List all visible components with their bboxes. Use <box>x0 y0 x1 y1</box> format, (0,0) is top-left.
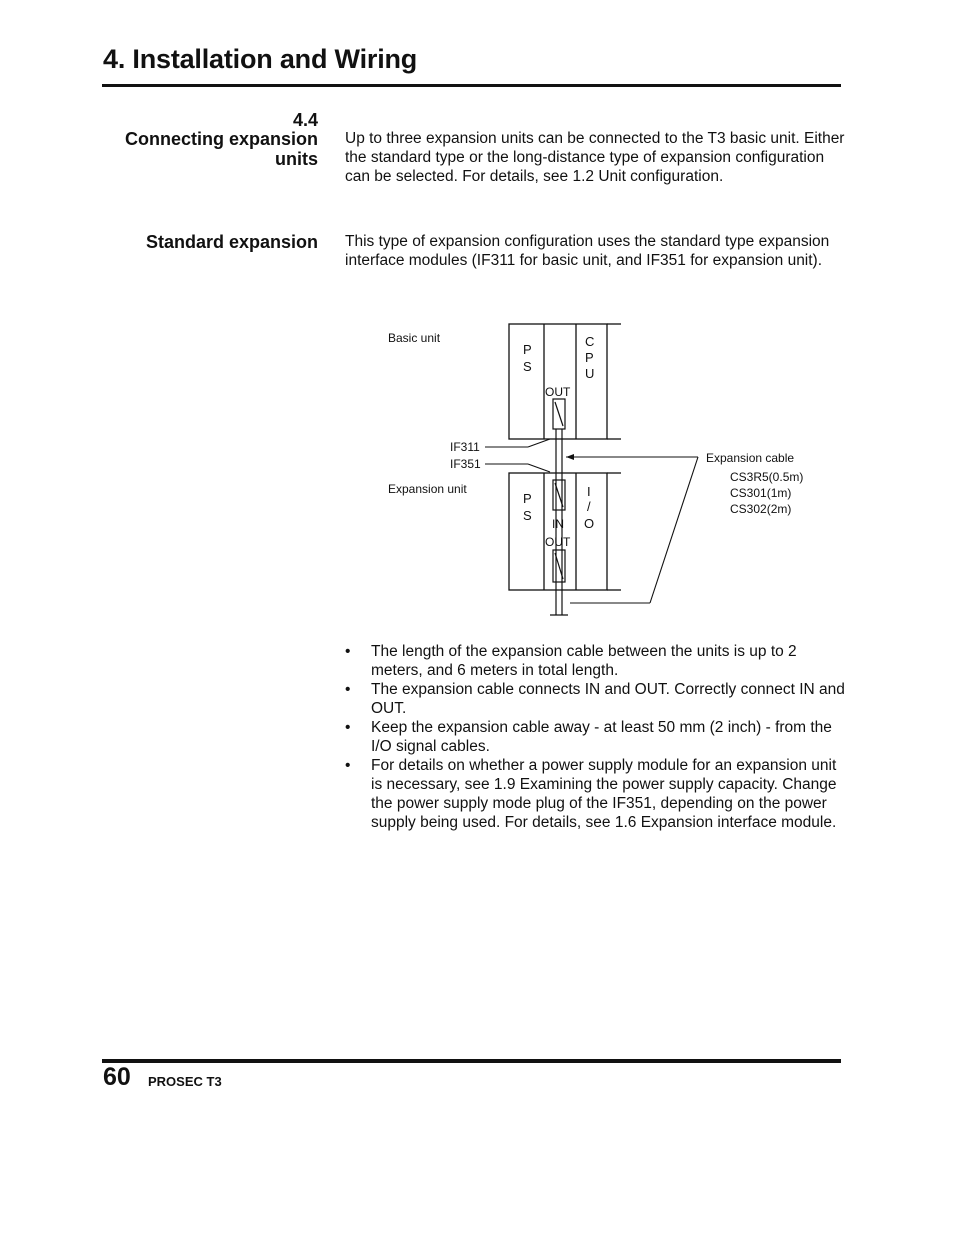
cable-cs301: CS301(1m) <box>730 486 792 500</box>
section-intro: Up to three expansion units can be connected to the T3 basic unit. Either the standard type or the long-distance type of expansion configuration can be selected. For details, see 1.2 Unit configuration. <box>345 130 845 185</box>
io-i: I <box>587 484 591 499</box>
module-leaders <box>485 439 550 472</box>
bullet-icon: • <box>345 681 351 698</box>
footer-label: PROSEC T3 <box>148 1074 222 1089</box>
chapter-title: 4. Installation and Wiring <box>103 44 418 74</box>
section-number: 4.4 <box>292 110 318 130</box>
ps-top-s: S <box>523 359 532 374</box>
in-label: IN <box>552 517 564 531</box>
list-item <box>345 756 845 832</box>
list-item <box>345 718 845 756</box>
list-item-text: The length of the expansion cable between the units is up to 2 meters, and 6 meters in total length. <box>371 643 797 679</box>
basic-unit-label: Basic unit <box>388 331 441 345</box>
cpu-c: C <box>585 334 595 349</box>
if351-label: IF351 <box>450 457 481 471</box>
footer-rule <box>102 1059 841 1063</box>
ps-bottom-p: P <box>523 491 532 506</box>
bullet-icon: • <box>345 643 351 660</box>
list-item <box>345 642 845 680</box>
cable-arrow-icon <box>566 454 574 460</box>
subsection-intro: This type of expansion configuration uses the standard type expansion interface modules (IF311 for basic unit, and IF351 for expansion unit). <box>345 233 830 269</box>
page-number: 60 <box>103 1063 131 1091</box>
out-label-bottom: OUT <box>545 535 571 549</box>
cable-cs302: CS302(2m) <box>730 502 792 516</box>
notes-list <box>345 642 845 832</box>
bullet-icon: • <box>345 719 351 736</box>
section-title <box>125 129 318 169</box>
cpu-p: P <box>585 350 594 365</box>
section-title-line2: units <box>275 149 318 169</box>
if311-label: IF311 <box>450 440 480 454</box>
cpu-u: U <box>585 366 595 381</box>
list-item-text: For details on whether a power supply module for an expansion unit is necessary, see 1.9 Examining the power supply capacity. Change the power supply mode plug of the IF351, depending on the power supply being used. For details, see 1.6 Expansion interface module. <box>371 757 837 831</box>
expansion-diagram <box>380 310 830 622</box>
cable-title: Expansion cable <box>706 451 795 465</box>
list-item-text: Keep the expansion cable away - at least 50 mm (2 inch) - from the I/O signal cables. <box>371 719 832 755</box>
io-slash: / <box>587 499 591 514</box>
subsection-title: Standard expansion <box>145 232 318 252</box>
list-item <box>345 680 845 718</box>
io-o: O <box>584 516 595 531</box>
section-title-line1: Connecting expansion <box>124 129 318 149</box>
out-label-top: OUT <box>545 385 571 399</box>
list-item-text: The expansion cable connects IN and OUT. Correctly connect IN and OUT. <box>371 681 845 717</box>
header-rule <box>102 84 841 87</box>
ps-top-p: P <box>523 342 532 357</box>
ps-bottom-s: S <box>523 508 532 523</box>
connectors-bottom <box>553 480 565 582</box>
bullet-icon: • <box>345 757 351 774</box>
out-connector-top <box>553 399 565 429</box>
expansion-unit-label: Expansion unit <box>388 482 467 496</box>
cable-cs3r5: CS3R5(0.5m) <box>730 470 804 484</box>
